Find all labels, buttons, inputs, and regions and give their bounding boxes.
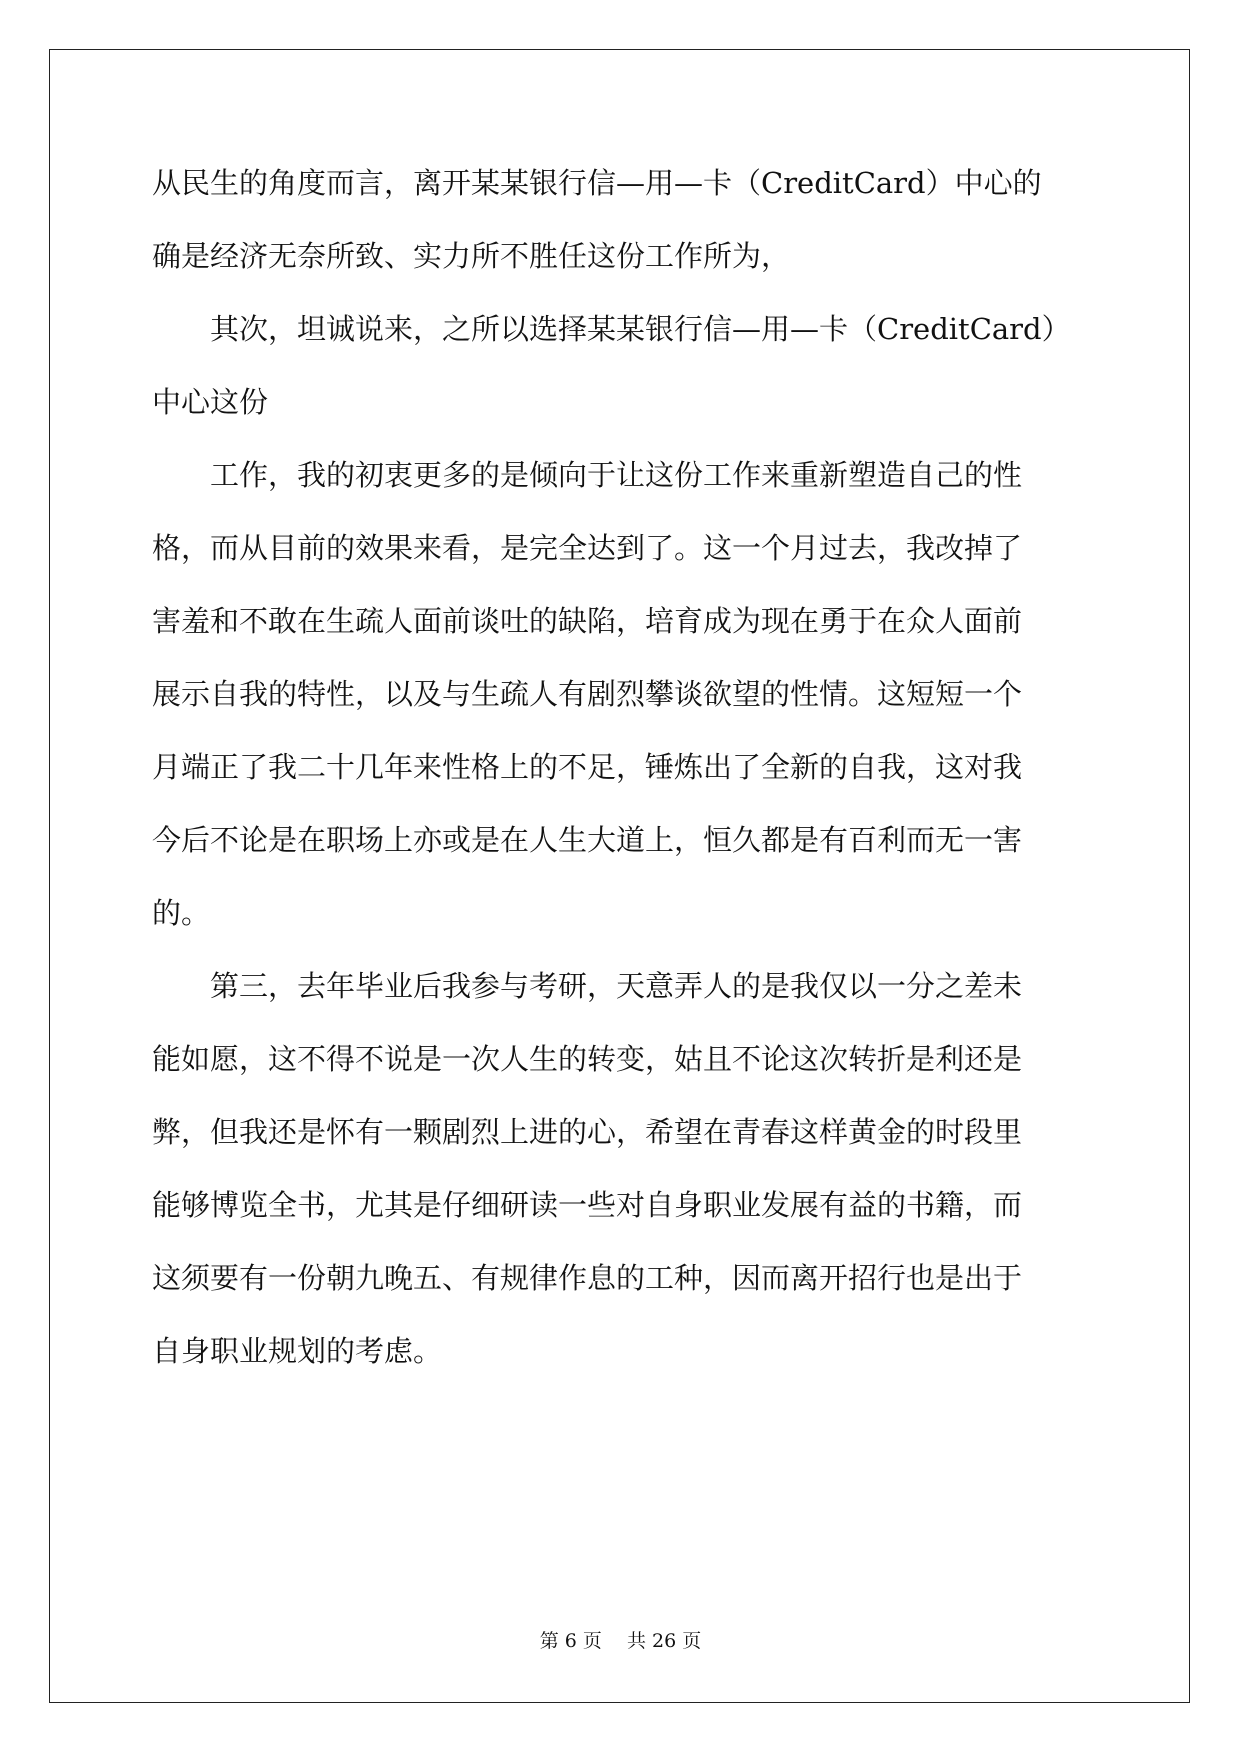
text-line: 月端正了我二十几年来性格上的不足，锤炼出了全新的自我，这对我 — [152, 750, 1023, 784]
page-border — [49, 49, 1190, 1703]
text-line: 其次，坦诚说来，之所以选择某某银行信—用—卡（CreditCard） — [152, 312, 1071, 346]
text-line: 确是经济无奈所致、实力所不胜任这份工作所为， — [152, 239, 791, 273]
text-line: 弊，但我还是怀有一颗剧烈上进的心，希望在青春这样黄金的时段里 — [152, 1115, 1023, 1149]
text-line: 今后不论是在职场上亦或是在人生大道上，恒久都是有百利而无一害 — [152, 823, 1023, 857]
text-line: 展示自我的特性，以及与生疏人有剧烈攀谈欲望的性情。这短短一个 — [152, 677, 1023, 711]
text-line: 第三，去年毕业后我参与考研，天意弄人的是我仅以一分之差未 — [152, 969, 1023, 1003]
text-line: 害羞和不敢在生疏人面前谈吐的缺陷，培育成为现在勇于在众人面前 — [152, 604, 1023, 638]
text-line: 能如愿，这不得不说是一次人生的转变，姑且不论这次转折是利还是 — [152, 1042, 1023, 1076]
text-line: 这须要有一份朝九晚五、有规律作息的工种，因而离开招行也是出于 — [152, 1261, 1023, 1295]
text-line: 中心这份 — [152, 385, 269, 419]
text-line: 格，而从目前的效果来看，是完全达到了。这一个月过去，我改掉了 — [152, 531, 1023, 565]
text-line: 从民生的角度而言，离开某某银行信—用—卡（CreditCard）中心的 — [152, 166, 1042, 200]
text-line: 的。 — [152, 896, 211, 930]
page-footer: 第 6 页 共 26 页 — [539, 1630, 702, 1652]
text-line: 工作，我的初衷更多的是倾向于让这份工作来重新塑造自己的性 — [152, 458, 1023, 492]
text-line: 能够博览全书，尤其是仔细研读一些对自身职业发展有益的书籍，而 — [152, 1188, 1023, 1222]
text-line: 自身职业规划的考虑。 — [152, 1334, 443, 1368]
